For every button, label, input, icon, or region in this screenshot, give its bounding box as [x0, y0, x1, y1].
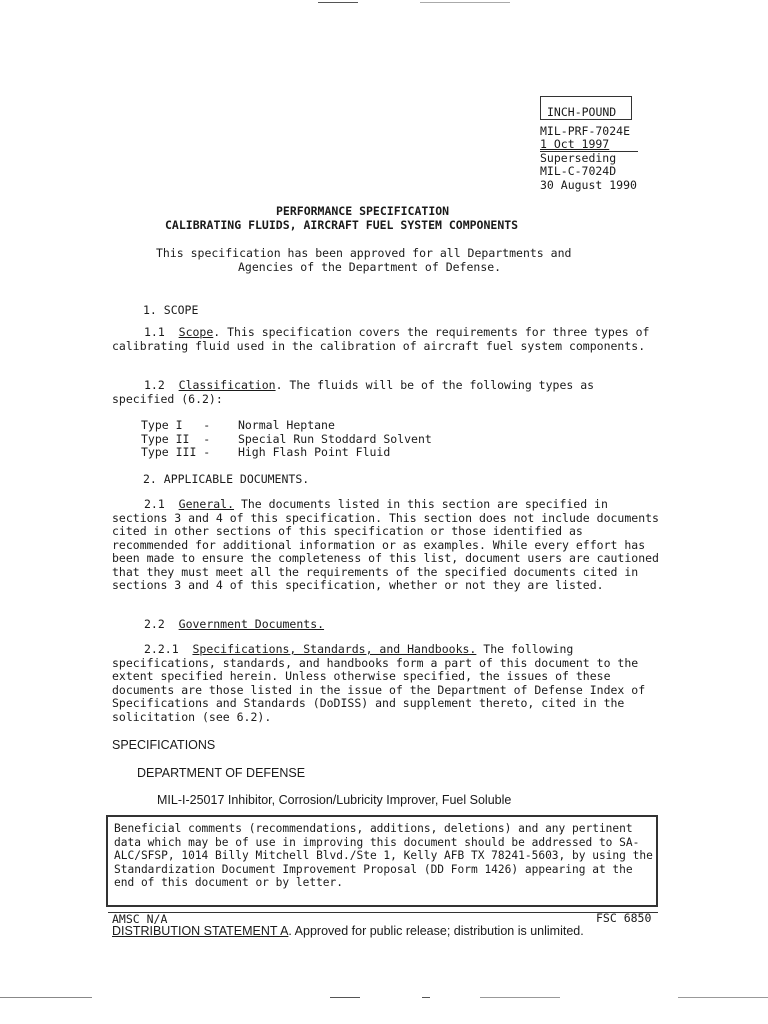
section-2-2: [144, 618, 324, 632]
specifications-heading: SPECIFICATIONS: [112, 738, 216, 752]
approval-line-1: This specification has been approved for all Departments and: [156, 246, 572, 260]
scan-line-bottom-5: [678, 997, 768, 998]
amsc: AMSC N/A: [112, 912, 168, 926]
type-row: Type III - High Flash Point Fluid: [141, 445, 391, 459]
s221-num: 2.2.1: [144, 642, 179, 656]
s11-num: 1.1: [144, 325, 165, 339]
s12-num: 1.2: [144, 378, 165, 392]
comments-box: [106, 815, 658, 907]
distribution-text: . Approved for public release; distribution is unlimited.: [288, 924, 584, 938]
distribution-label: DISTRIBUTION STATEMENT A: [112, 924, 289, 938]
type-row: Type I - Normal Heptane: [141, 418, 335, 432]
spec-item-mil-i-25017: MIL-I-25017 Inhibitor, Corrosion/Lubricity Improver, Fuel Soluble: [157, 793, 512, 807]
s221-text: The following specifications, standards, and handbooks form a part of this document to the extent specified herein. Unless otherwise specified, the issues of these documents are those listed in the issue of the Department of Defense Index of Specifications and Standards (DoDISS) and supplement thereto, cited in the solicitation (see 6.2).: [112, 642, 646, 724]
s12-text: . The fluids will be of the following types as specified (6.2):: [112, 378, 595, 406]
title-line-1: PERFORMANCE SPECIFICATION: [276, 204, 450, 218]
comments-text: Beneficial comments (recommendations, additions, deletions) and any pertinent data which may be of use in improving this document should be addressed to SA-ALC/SFSP, 1014 Billy Mitchell Blvd./Ste 1, Kelly AFB TX 78241-5603, by using the Standardization Document Improvement Proposal (DD Form 1426) appearing at the end of this document or by letter.: [114, 822, 653, 889]
section-2-heading: 2. APPLICABLE DOCUMENTS.: [143, 472, 310, 486]
scan-line-bottom-3: [422, 997, 430, 998]
superseding-label: Superseding: [540, 151, 617, 165]
fsc: FSC 6850: [596, 911, 652, 925]
scan-line-bottom-2: [330, 997, 360, 998]
section-1-2: [112, 379, 660, 406]
section-2-1: [112, 498, 660, 593]
scan-line-bottom-1: [0, 997, 92, 998]
s221-title: Specifications, Standards, and Handbooks.: [192, 642, 477, 656]
footer-rule: [108, 912, 658, 913]
inch-pound-box: [540, 96, 632, 120]
title-line-2: CALIBRATING FLUIDS, AIRCRAFT FUEL SYSTEM COMPONENTS: [165, 218, 519, 232]
superseded-date: 30 August 1990: [540, 178, 637, 192]
s21-num: 2.1: [144, 497, 165, 511]
measurement-system: INCH-POUND: [547, 105, 617, 119]
types-list: [141, 419, 432, 460]
s22-num: 2.2: [144, 617, 165, 631]
section-1-heading: 1. SCOPE: [143, 303, 199, 317]
scan-line-top-1: [318, 2, 358, 3]
doc-id: MIL-PRF-7024E: [540, 124, 631, 138]
section-1-1: [112, 326, 660, 353]
doc-date: 1 Oct 1997: [540, 137, 610, 151]
s11-title: Scope: [178, 325, 214, 339]
superseded-id: MIL-C-7024D: [540, 164, 617, 178]
s11-text: . This specification covers the requirements for three types of calibrating fluid used in the calibration of aircraft fuel system components.: [112, 325, 650, 353]
s21-title: General.: [178, 497, 235, 511]
distribution-statement: [112, 925, 652, 939]
type-row: Type II - Special Run Stoddard Solvent: [141, 431, 432, 446]
approval-line-2: Agencies of the Department of Defense.: [238, 260, 502, 274]
section-2-2-1: [112, 643, 660, 724]
scan-line-bottom-4: [480, 997, 560, 998]
s12-title: Classification: [178, 378, 276, 392]
dod-heading: DEPARTMENT OF DEFENSE: [137, 766, 306, 780]
scan-line-top-2: [420, 2, 510, 3]
s22-title: Government Documents.: [178, 617, 325, 631]
s21-text: The documents listed in this section are specified in sections 3 and 4 of this specification. This section does not include documents cited in other sections of this specification or those identified as recommended for additional information or as examples. While every effort has been made to ensure the completeness of this list, document users are cautioned that they must meet all the requirements of the specified documents cited in sections 3 and 4 of this specification, whether or not they are listed.: [112, 497, 659, 592]
